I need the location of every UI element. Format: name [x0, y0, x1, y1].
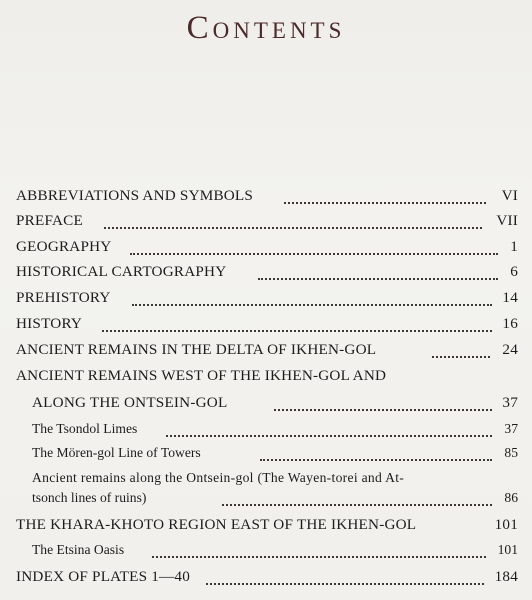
toc-entry-label: GEOGRAPHY: [16, 238, 112, 255]
dot-leader: [222, 504, 492, 506]
dot-leader: [104, 227, 482, 229]
toc-entry-label: ALONG THE ONTSEIN-GOL: [32, 394, 228, 411]
toc-entry[interactable]: [0, 516, 532, 538]
toc-entry-page: 14: [502, 289, 518, 306]
toc-entry[interactable]: [0, 394, 532, 416]
toc-entry[interactable]: [0, 367, 532, 389]
toc-entry[interactable]: [0, 238, 532, 260]
toc-entry-label: The Etsina Oasis: [32, 542, 125, 557]
toc-entry-page: 184: [494, 568, 518, 585]
toc-entry-label: PREHISTORY: [16, 289, 111, 306]
toc-entry[interactable]: [0, 568, 532, 590]
toc-entry-page: 37: [504, 421, 518, 436]
dot-leader: [166, 435, 492, 437]
toc-entry-label: Ancient remains along the Ontsein-gol (The Wayen-torei and At-: [32, 470, 405, 485]
toc-entry-label: ANCIENT REMAINS IN THE DELTA OF IKHEN-GOL: [16, 341, 377, 358]
toc-entry-label: The Mören-gol Line of Towers: [32, 445, 201, 460]
toc-entry-page: 6: [510, 263, 518, 280]
toc-entry-page: 24: [502, 341, 518, 358]
dot-leader: [132, 304, 492, 306]
toc-entry[interactable]: [0, 187, 532, 209]
dot-leader: [130, 253, 498, 255]
toc-entry[interactable]: [0, 341, 532, 363]
dot-leader: [206, 583, 484, 585]
toc-entry[interactable]: [0, 263, 532, 285]
toc-entry-page: 85: [504, 445, 518, 460]
dot-leader: [432, 356, 490, 358]
toc-entry-page: 37: [502, 394, 518, 411]
toc-entry-page: VI: [501, 187, 518, 204]
toc-entry-label: HISTORY: [16, 315, 83, 332]
page-title: Contents: [186, 10, 346, 46]
toc-entry[interactable]: [0, 289, 532, 311]
dot-leader: [102, 330, 492, 332]
toc-entry-page: 1: [510, 238, 518, 255]
dot-leader: [152, 556, 486, 558]
toc-entry-page: 86: [504, 490, 518, 505]
toc-entry-label: ABBREVIATIONS AND SYMBOLS: [16, 187, 254, 204]
toc-subentry[interactable]: [0, 490, 532, 512]
dot-leader: [284, 202, 486, 204]
toc-entry-page: 101: [494, 516, 518, 533]
toc-entry-page: VII: [496, 212, 518, 229]
dot-leader: [258, 278, 498, 280]
dot-leader: [260, 459, 492, 461]
toc-subentry[interactable]: [0, 445, 532, 467]
toc-entry-label: INDEX OF PLATES 1—40: [16, 568, 191, 585]
toc-entry-label: HISTORICAL CARTOGRAPHY: [16, 263, 227, 280]
toc-entry-label: tsonch lines of ruins): [32, 490, 147, 505]
toc-entry-label: THE KHARA-KHOTO REGION EAST OF THE IKHEN-GOL: [16, 516, 417, 533]
toc-entry-label: The Tsondol Limes: [32, 421, 138, 436]
toc-entry-label: PREFACE: [16, 212, 83, 229]
toc-entry[interactable]: [0, 212, 532, 234]
toc-entry-label: ANCIENT REMAINS WEST OF THE IKHEN-GOL AND: [16, 367, 387, 384]
dot-leader: [274, 409, 492, 411]
toc-entry[interactable]: [0, 315, 532, 337]
toc-entry-page: 101: [497, 542, 518, 557]
toc-subentry[interactable]: [0, 470, 532, 492]
toc-subentry[interactable]: [0, 542, 532, 564]
toc-entry-page: 16: [502, 315, 518, 332]
toc-subentry[interactable]: [0, 421, 532, 443]
